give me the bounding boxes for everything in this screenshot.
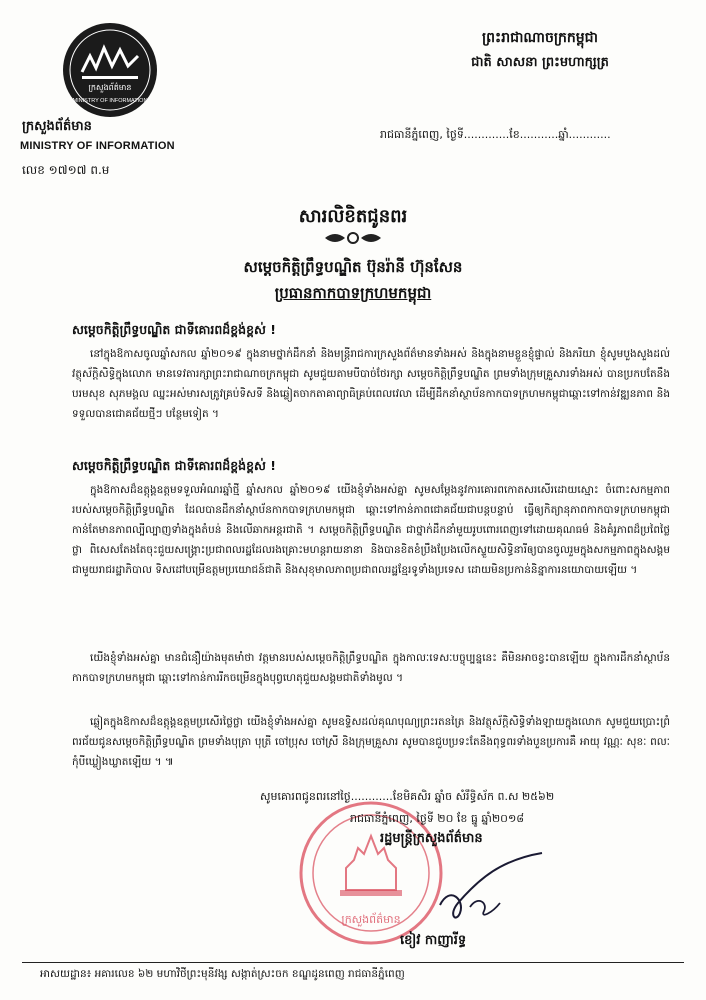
kingdom-heading: ព្រះរាជាណាចក្រកម្ពុជា xyxy=(481,30,598,46)
paragraph-1-text: នៅក្នុងឱកាសចូលឆ្នាំសកល ឆ្នាំ២០១៩ ក្នុងនាមថ្នាក់ដឹកនាំ និងមន្ត្រីរាជការក្រសួងព័ត៌មានទាំងអស់ និងក្នុងនាមខ្លួនខ្ញុំផ្ទាល់ និងភរិយា ខ្ញុំសូមបួងសួងដល់វត្ថុស័ក្តិសិទ្ធិក្នុងលោក មានទេវតារក្សាព្រះរាជាណាចក្រកម្ពុជា សូមជួយតាមបីបាច់ថែរក្សា សម្តេចកិត្តិព្រឹទ្ធបណ្ឌិត ព្រមទាំងក្រុមគ្រួសារទាំងអស់ បានប្រកបតែនឹងបរមសុខ សុភមង្គល ឈ្នះអស់មារសត្រូវគ្រប់ទិសទី និងឆ្លៀតចាកតាគាព្យាធិគ្រប់ពេលវេលា ដើម្បីដឹកនាំស្ថាប័នកាកបាទក្រហមកម្ពុជាឆ្ពោះទៅកាន់វឌ្ឍនភាព និងទទួលបានជោគជ័យថ្មីៗ បន្ថែមទៀត ។ xyxy=(72,348,670,420)
signer-title: រដ្ឋមន្ត្រីក្រសួងព័ត៌មាន xyxy=(380,831,483,846)
logo-text-kh: ក្រសួងព័ត៌មាន xyxy=(88,83,132,92)
paragraph-3-text: យើងខ្ញុំទាំងអស់គ្នា មានជំនឿយ៉ាងមុតមាំថា វត្តមានរបស់សម្តេចកិត្តិព្រឹទ្ធបណ្ឌិត ក្នុងកាលៈទេសៈបច្ចុប្បន្ននេះ គឺមិនអាចខ្វះបានឡើយ ក្នុងការដឹកនាំស្ថាប័នកាកបាទក្រហមកម្ពុជា ឆ្ពោះទៅកាន់ការរីកចម្រើនក្នុងបុព្វហេតុជួយសង្គមជាតិទាំងមូល ។ xyxy=(72,652,670,684)
paragraph-4-text: ឆ្លៀតក្នុងឱកាសដ៏ឧត្តុង្គឧត្តមប្រសើរថ្លៃថ្លា យើងខ្ញុំទាំងអស់គ្នា សូមឧទ្ទិសដល់គុណបុណ្យព្រះរតនត្រៃ និងវត្ថុស័ក្តិសិទ្ធិទាំងឡាយក្នុងលោក សូមជួយប្រោះព្រំពរជ័យជូនសម្តេចកិត្តិព្រឹទ្ធបណ្ឌិត ព្រមទាំងបុត្រា បុត្រី ចៅប្រុស ចៅស្រី និងក្រុមគ្រួសារ សូមបានជួបប្រទះតែនឹងពុទ្ធពរទាំងបួនប្រការគឺ អាយុ វណ្ណៈ សុខៈ ពលៈ កុំបីឃ្លៀងឃ្លាតឡើយ ។ ៕ xyxy=(72,716,670,768)
salutation-2: សម្តេចកិត្តិព្រឹទ្ធបណ្ឌិត ជាទីគោរពដ៏ខ្ពង់ខ្ពស់ ! xyxy=(72,458,276,473)
reference-number: លេខ ១៧១៧ ព.ម xyxy=(22,163,110,177)
paragraph-3 xyxy=(72,648,670,688)
paragraph-4 xyxy=(72,712,670,772)
closing-date: រាជធានីភ្នំពេញ, ថ្ងៃទី ២០ ខែ ធ្នូ ឆ្នាំ២០១៨ xyxy=(350,812,525,825)
ministry-name-kh: ក្រសួងព័ត៌មាន xyxy=(22,119,92,134)
paragraph-1 xyxy=(72,344,670,424)
ornament-divider xyxy=(323,230,383,246)
paragraph-2-text: ក្នុងឱកាសដ៏ឧត្តុង្គឧត្តមទទួលអំណរឆ្នាំថ្មី ឆ្នាំសកល ឆ្នាំ២០១៩ យើងខ្ញុំទាំងអស់គ្នា សូមសម្តែងនូវការគោរពកោតសរសើរដោយស្មោះ ចំពោះសកម្មភាពរបស់សម្តេចកិត្តិព្រឹទ្ធបណ្ឌិត ដែលបានដឹកនាំស្ថាប័នកាកបាទក្រហមកម្ពុជា ឆ្ពោះទៅកាន់ភាពជោគជ័យជាបន្តបន្ទាប់ ធ្វើឲ្យកិត្យានុភាពកាកបាទក្រហមកម្ពុជា កាន់តែមានភាពល្បីល្បាញទាំងក្នុងតំបន់ និងលើឆាកអន្តរជាតិ ។ សម្តេចកិត្តិព្រឹទ្ធបណ្ឌិត ជាថ្នាក់ដឹកនាំមួយរូបពោរពេញទៅដោយគុណធម៌ និងគំរូភាពដ៏ប្រពៃថ្លៃថ្លា ពិសេសតែងតែចុះជួយសង្គ្រោះប្រជាពលរដ្ឋដែលរងគ្រោះមហន្តរាយនានា និងបានខិតខំប្រឹងប្រែងលើកស្ទួយសិទ្ធិនារីឲ្យបានចូលរួមក្នុងសកម្មភាពក្នុងសង្គមជាមួយរាជរដ្ឋាភិបាល ទិសដៅបម្រើឧត្តមប្រយោជន៍ជាតិ និងសុខុមាលភាពប្រជាពលរដ្ឋខ្មែរទូទាំងប្រទេស ដោយមិនប្រកាន់និន្នាការនយោបាយឡើយ ។ xyxy=(72,484,670,576)
recipient-position: ប្រធានកាកបាទក្រហមកម្ពុជា xyxy=(274,284,432,302)
footer-address: អាសយដ្ឋាន៖ អគារលេខ ៦២ មហាវិថីព្រះមុនីវង្ស សង្កាត់ស្រះចក ខណ្ឌដូនពេញ រាជធានីភ្នំពេញ xyxy=(40,968,405,980)
handwritten-signature xyxy=(430,845,550,925)
closing-lunar-date: សូមគោរពជូនពរនៅថ្ងៃ............ខែមិគសិរ ឆ្នាំច សំរឹទ្ធិស័ក ព.ស ២៥៦២ xyxy=(260,790,555,803)
paragraph-2 xyxy=(72,480,670,580)
salutation-1: សម្តេចកិត្តិព្រឹទ្ធបណ្ឌិត ជាទីគោរពដ៏ខ្ពង់ខ្ពស់ ! xyxy=(72,322,276,337)
ministry-logo xyxy=(60,20,160,120)
recipient-name: សម្តេចកិត្តិព្រឹទ្ធបណ្ឌិត ប៊ុនរ៉ានី ហ៊ុនសែន xyxy=(243,258,463,276)
ministry-name-en: MINISTRY OF INFORMATION xyxy=(20,140,175,152)
signer-name: ខៀវ កាញារីទ្ធ xyxy=(400,933,467,948)
footer-divider xyxy=(22,962,684,963)
letter-title: សារលិខិតជូនពរ xyxy=(298,206,408,227)
seal-text: ក្រសួងព័ត៌មាន xyxy=(341,913,401,926)
place-date-line: រាជធានីភ្នំពេញ, ថ្ងៃទី.............ខែ...........ឆ្នាំ............ xyxy=(380,128,611,141)
national-motto: ជាតិ សាសនា ព្រះមហាក្សត្រ xyxy=(471,55,609,70)
logo-text-en: MINISTRY OF INFORMATION xyxy=(72,98,148,104)
